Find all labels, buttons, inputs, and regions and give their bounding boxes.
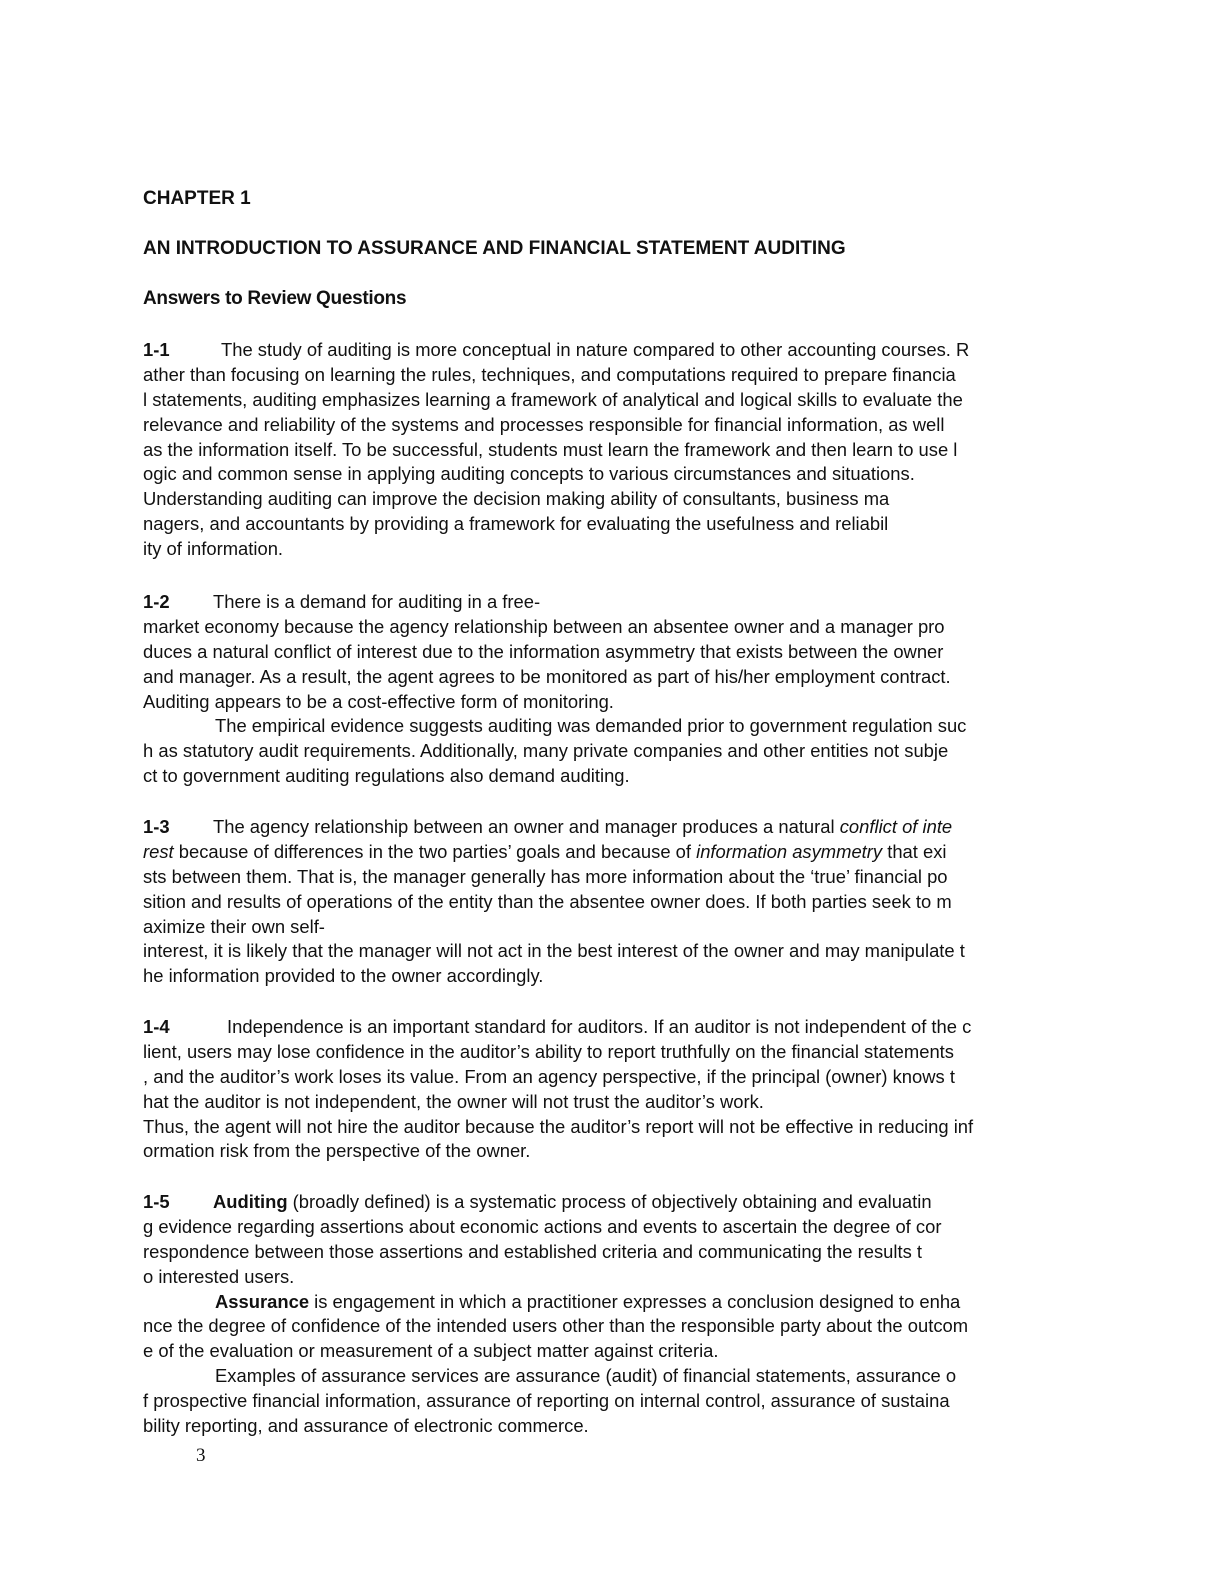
text-line: e of the evaluation or measurement of a subject matter against criteria. <box>143 1340 719 1362</box>
text-line: (broadly defined) is a systematic process of objectively obtaining and evaluatin <box>287 1191 932 1212</box>
text-line: respondence between those assertions and established criteria and communicating the results t <box>143 1240 922 1262</box>
text-line: The empirical evidence suggests auditing was demanded prior to government regulation suc <box>215 715 967 737</box>
answer-1-2 <box>143 590 1078 789</box>
section-heading: Answers to Review Questions <box>143 288 407 309</box>
text-line: h as statutory audit requirements. Additionally, many private companies and other entities not subje <box>143 740 949 762</box>
text-line: he information provided to the owner accordingly. <box>143 965 544 987</box>
text-line: is engagement in which a practitioner expresses a conclusion designed to enha <box>309 1290 961 1312</box>
text-line: and manager. As a result, the agent agrees to be monitored as part of his/her employment contract. <box>143 665 951 687</box>
text-line: sts between them. That is, the manager generally has more information about the ‘true’ financial po <box>143 865 948 887</box>
answer-1-4 <box>143 1015 1078 1164</box>
answer-1-1 <box>143 338 1078 562</box>
text-line: lient, users may lose confidence in the auditor’s ability to report truthfully on the financial statements <box>143 1040 954 1062</box>
text-line: The agency relationship between an owner and manager produces a natural <box>213 816 840 837</box>
text-line: hat the auditor is not independent, the owner will not trust the auditor’s work. <box>143 1090 764 1112</box>
text-line: There is a demand for auditing in a free- <box>213 591 541 612</box>
text-line: because of differences in the two parties’ goals and because of <box>173 840 697 862</box>
text-line: ct to government auditing regulations also demand auditing. <box>143 765 630 787</box>
text-line: , and the auditor’s work loses its value. From an agency perspective, if the principal (owner) knows t <box>143 1065 955 1087</box>
text-line: as the information itself. To be successful, students must learn the framework and then learn to use l <box>143 438 958 460</box>
question-number: 1-5 <box>143 1191 170 1212</box>
text-line: l statements, auditing emphasizes learning a framework of analytical and logical skills to evaluate the <box>143 388 963 410</box>
question-number: 1-3 <box>143 816 170 837</box>
text-line: The study of auditing is more conceptual in nature compared to other accounting courses. R <box>221 339 970 360</box>
text-line: ogic and common sense in applying auditing concepts to various circumstances and situations. <box>143 463 915 485</box>
emphasis-term: rest <box>143 840 174 862</box>
text-line: interest, it is likely that the manager will not act in the best interest of the owner and may manipulate t <box>143 940 965 962</box>
answer-1-5 <box>143 1190 1078 1439</box>
text-line: ather than focusing on learning the rules, techniques, and computations required to prepare financia <box>143 363 956 385</box>
emphasis-term: conflict of inte <box>839 816 953 837</box>
emphasis-term: information asymmetry <box>696 840 883 862</box>
text-line: Auditing appears to be a cost-effective form of monitoring. <box>143 690 614 712</box>
page-number: 3 <box>196 1445 206 1466</box>
text-line: nce the degree of confidence of the intended users other than the responsible party about the outcom <box>143 1315 969 1337</box>
text-line: Understanding auditing can improve the decision making ability of consultants, business ma <box>143 488 890 510</box>
defined-term: Assurance <box>215 1290 310 1312</box>
text-line: nagers, and accountants by providing a framework for evaluating the usefulness and reliabil <box>143 513 889 535</box>
text-line: Independence is an important standard for auditors. If an auditor is not independent of the c <box>227 1016 972 1037</box>
text-line: o interested users. <box>143 1265 295 1287</box>
text-line: market economy because the agency relationship between an absentee owner and a manager pro <box>143 615 945 637</box>
text-line: sition and results of operations of the entity than the absentee owner does. If both parties seek to m <box>143 890 952 912</box>
text-line: Thus, the agent will not hire the auditor because the auditor’s report will not be effective in reducing inf <box>143 1115 974 1137</box>
text-line: ormation risk from the perspective of the owner. <box>143 1140 531 1162</box>
chapter-title: AN INTRODUCTION TO ASSURANCE AND FINANCIAL STATEMENT AUDITING <box>143 238 846 259</box>
question-number: 1-1 <box>143 339 170 360</box>
text-line: relevance and reliability of the systems and processes responsible for financial information, as well <box>143 413 945 435</box>
text-line: duces a natural conflict of interest due to the information asymmetry that exists between the owner <box>143 640 944 662</box>
question-number: 1-2 <box>143 591 170 612</box>
text-line: f prospective financial information, assurance of reporting on internal control, assurance of sustaina <box>143 1390 950 1412</box>
text-line: aximize their own self- <box>143 915 325 937</box>
text-line: ity of information. <box>143 538 284 560</box>
chapter-label: CHAPTER 1 <box>143 188 251 209</box>
text-line: g evidence regarding assertions about economic actions and events to ascertain the degree of cor <box>143 1215 942 1237</box>
answer-1-3 <box>143 815 1078 989</box>
text-line: that exi <box>882 840 947 862</box>
text-line: bility reporting, and assurance of electronic commerce. <box>143 1415 589 1437</box>
text-line: Examples of assurance services are assurance (audit) of financial statements, assurance o <box>215 1365 957 1387</box>
defined-term: Auditing <box>213 1191 288 1212</box>
question-number: 1-4 <box>143 1016 170 1037</box>
